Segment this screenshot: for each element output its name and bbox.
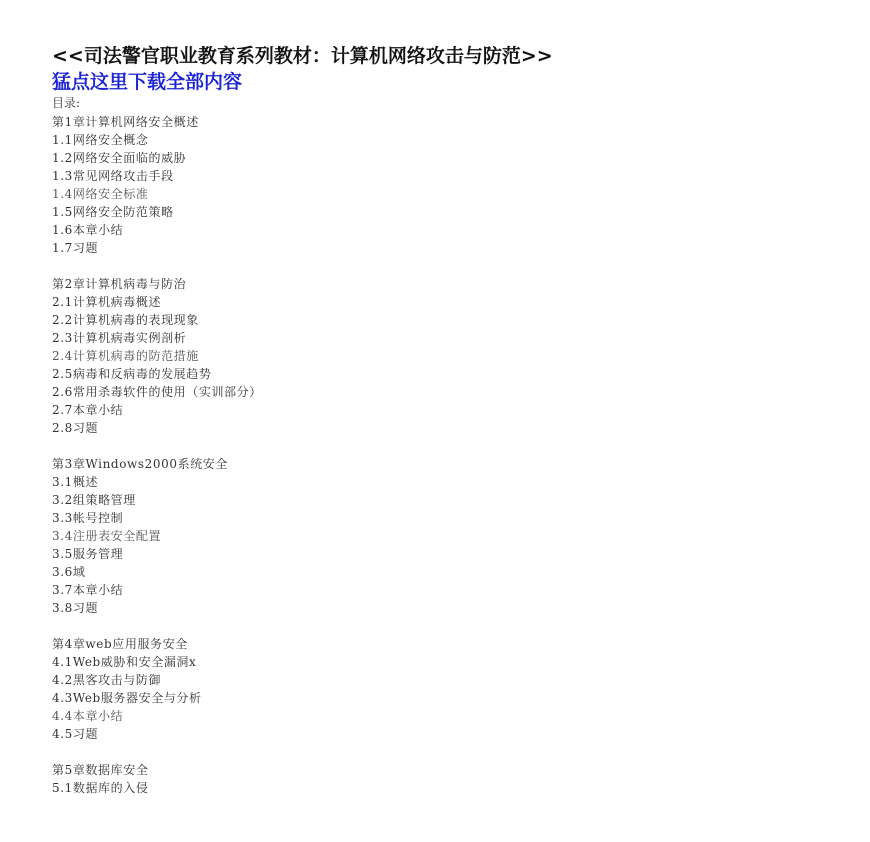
chapter-heading: 第2章计算机病毒与防治	[52, 277, 187, 291]
section-item: 4.4本章小结	[52, 709, 124, 723]
section-item: 1.4网络安全标准	[52, 187, 149, 201]
section-item: 3.6域	[52, 565, 86, 579]
section-item: 2.7本章小结	[52, 403, 124, 417]
section-item: 4.2黑客攻击与防御	[52, 673, 162, 687]
chapter-5	[52, 761, 852, 797]
section-item: 2.6常用杀毒软件的使用（实训部分）	[52, 385, 262, 399]
chapter-4	[52, 635, 852, 743]
section-item: 3.2组策略管理	[52, 493, 136, 507]
chapter-2	[52, 275, 852, 437]
section-item: 1.6本章小结	[52, 223, 124, 237]
book-title: <<司法警官职业教育系列教材：计算机网络攻击与防范>>	[52, 45, 553, 67]
section-item: 3.4注册表安全配置	[52, 529, 162, 543]
section-item: 3.7本章小结	[52, 583, 124, 597]
section-item: 1.1网络安全概念	[52, 133, 149, 147]
section-item: 4.5习题	[52, 727, 99, 741]
document-page	[52, 44, 852, 797]
section-item: 5.1数据库的入侵	[52, 781, 149, 795]
chapter-heading: 第1章计算机网络安全概述	[52, 115, 199, 129]
chapter-heading: 第4章web应用服务安全	[52, 637, 188, 651]
download-all-link[interactable]: 猛点这里下载全部内容	[52, 71, 243, 93]
section-item: 1.2网络安全面临的威胁	[52, 151, 187, 165]
section-item: 1.7习题	[52, 241, 99, 255]
section-item: 2.5病毒和反病毒的发展趋势	[52, 367, 212, 381]
section-item: 2.4计算机病毒的防范措施	[52, 349, 199, 363]
section-item: 1.5网络安全防范策略	[52, 205, 174, 219]
chapter-1	[52, 113, 852, 257]
section-item: 4.3Web服务器安全与分析	[52, 691, 202, 705]
section-item: 3.3帐号控制	[52, 511, 124, 525]
toc-label: 目录:	[52, 96, 81, 110]
chapter-heading: 第5章数据库安全	[52, 763, 149, 777]
section-item: 1.3常见网络攻击手段	[52, 169, 174, 183]
section-item: 3.8习题	[52, 601, 99, 615]
section-item: 3.5服务管理	[52, 547, 124, 561]
section-item: 4.1Web威胁和安全漏洞x	[52, 655, 197, 669]
chapter-3	[52, 455, 852, 617]
section-item: 3.1概述	[52, 475, 99, 489]
section-item: 2.8习题	[52, 421, 99, 435]
section-item: 2.2计算机病毒的表现现象	[52, 313, 199, 327]
table-of-contents	[52, 113, 852, 797]
chapter-heading: 第3章Windows2000系统安全	[52, 457, 228, 471]
section-item: 2.1计算机病毒概述	[52, 295, 162, 309]
section-item: 2.3计算机病毒实例剖析	[52, 331, 187, 345]
